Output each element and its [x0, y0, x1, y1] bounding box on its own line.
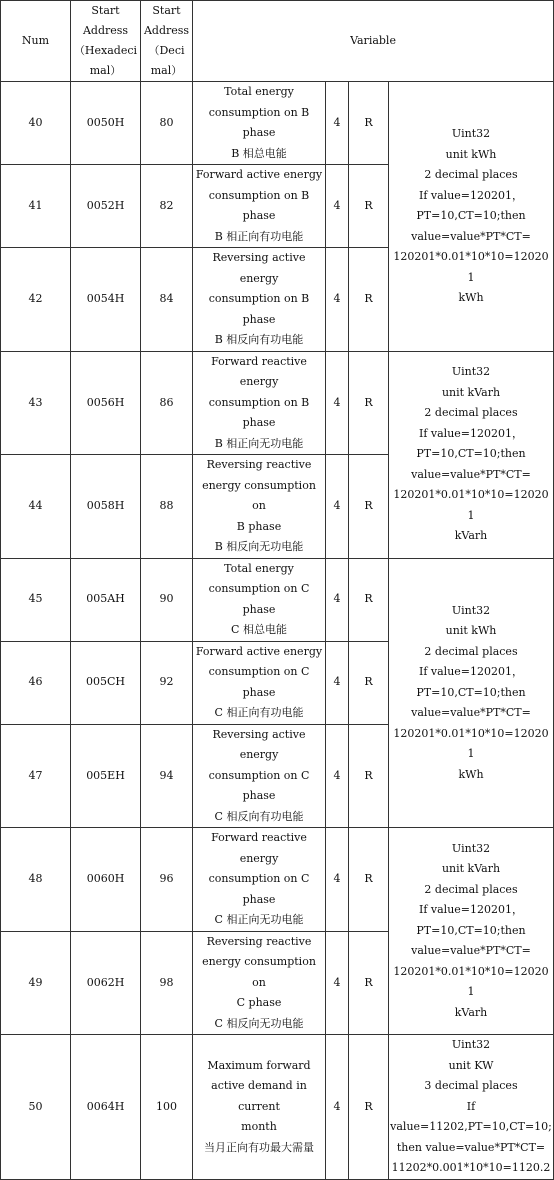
note-line: Uint32	[451, 603, 491, 617]
row-hex: 005CH	[71, 641, 141, 724]
desc-line: Reversing reactive	[206, 934, 312, 948]
row-description	[193, 724, 326, 828]
note-line: unit kWh	[445, 624, 497, 637]
header-hex-line: mal）	[89, 64, 122, 77]
row-hex: 005AH	[71, 558, 141, 641]
note-line: 2 decimal places	[424, 644, 518, 658]
desc-line: Maximum forward	[207, 1058, 311, 1072]
row-description	[193, 1035, 326, 1180]
table-row	[1, 828, 554, 932]
row-dec: 84	[141, 248, 193, 352]
note-line: unit KW	[448, 1058, 494, 1072]
desc-line: Forward active energy	[195, 644, 323, 658]
row-num: 48	[1, 828, 71, 932]
header-hex-line: Address	[82, 24, 129, 37]
note-line: unit kVarh	[441, 862, 501, 876]
row-description	[193, 641, 326, 724]
row-num: 49	[1, 931, 71, 1035]
note-line: 120201*0.01*10*10=120201	[393, 488, 549, 522]
row-num: 47	[1, 724, 71, 828]
desc-line: Forward reactive energy	[211, 354, 307, 388]
row-length: 4	[326, 248, 349, 352]
note-line: 11202*0.001*10*10=1120.2	[391, 1161, 551, 1174]
note-line: kVarh	[454, 1005, 488, 1019]
desc-line: Forward reactive energy	[211, 831, 307, 865]
header-dec-line: mal）	[150, 64, 183, 77]
row-access: R	[349, 641, 389, 724]
note-line: then value=value*PT*CT=	[396, 1140, 546, 1154]
header-row	[1, 1, 554, 82]
table-row	[1, 558, 554, 641]
row-length: 4	[326, 1035, 349, 1180]
header-dec-line: （Deci	[148, 44, 185, 57]
desc-line: Total energy	[224, 561, 294, 575]
note-line: value=value*PT*CT=	[411, 467, 531, 481]
row-hex: 0060H	[71, 828, 141, 932]
row-description	[193, 82, 326, 165]
row-hex: 0054H	[71, 248, 141, 352]
note-line: 120201*0.01*10*10=120201	[393, 250, 549, 284]
note-line: If value=120201，	[419, 665, 524, 678]
note-line: unit kWh	[445, 147, 497, 161]
desc-line: C 相反向无功电能	[214, 1016, 304, 1030]
table-row	[1, 1035, 554, 1180]
row-num: 43	[1, 351, 71, 455]
row-length: 4	[326, 724, 349, 828]
note-line: 2 decimal places	[424, 406, 518, 420]
row-hex: 0064H	[71, 1035, 141, 1180]
note-line: Uint32	[451, 127, 491, 140]
desc-line: B 相总电能	[231, 146, 287, 160]
desc-line: active demand in current	[211, 1079, 307, 1113]
row-hex: 0052H	[71, 165, 141, 248]
row-access: R	[349, 724, 389, 828]
note-cell	[389, 1035, 554, 1180]
desc-line: consumption on B phase	[208, 292, 310, 326]
row-access: R	[349, 931, 389, 1035]
row-num: 46	[1, 641, 71, 724]
row-length: 4	[326, 641, 349, 724]
row-hex: 0050H	[71, 82, 141, 165]
desc-line: 当月正向有功最大需量	[204, 1140, 314, 1154]
note-line: If value=11202,PT=10,CT=10;	[390, 1099, 552, 1133]
row-hex: 005EH	[71, 724, 141, 828]
note-line: Uint32	[451, 1038, 491, 1051]
row-access: R	[349, 1035, 389, 1180]
header-dec-line: Start	[152, 4, 181, 17]
row-description	[193, 455, 326, 559]
row-description	[193, 931, 326, 1035]
note-line: Uint32	[451, 841, 491, 855]
header-num: Num	[1, 1, 71, 82]
header-variable: Variable	[193, 1, 554, 82]
row-dec: 92	[141, 641, 193, 724]
note-line: PT=10,CT=10;then	[416, 447, 526, 461]
note-line: kWh	[458, 291, 484, 304]
row-hex: 0056H	[71, 351, 141, 455]
desc-line: Forward active energy	[195, 168, 323, 181]
row-dec: 88	[141, 455, 193, 559]
desc-line: consumption on B phase	[208, 105, 310, 139]
row-dec: 96	[141, 828, 193, 932]
desc-line: B 相反向无功电能	[214, 540, 304, 553]
note-line: value=value*PT*CT=	[411, 706, 531, 719]
note-line: If value=120201，	[419, 426, 524, 440]
row-num: 42	[1, 248, 71, 352]
desc-line: energy consumption on	[202, 478, 316, 512]
desc-line: B 相正向无功电能	[214, 436, 304, 450]
row-num: 45	[1, 558, 71, 641]
desc-line: consumption on B phase	[208, 188, 310, 222]
header-hex-address	[71, 1, 141, 82]
note-cell	[389, 351, 554, 558]
note-cell	[389, 82, 554, 352]
desc-line: Reversing reactive	[206, 458, 312, 471]
row-dec: 100	[141, 1035, 193, 1180]
note-line: If value=120201，	[419, 903, 524, 917]
note-line: value=value*PT*CT=	[411, 944, 531, 958]
header-dec-line: Address	[143, 24, 190, 37]
row-access: R	[349, 248, 389, 352]
row-hex: 0062H	[71, 931, 141, 1035]
desc-line: consumption on C phase	[208, 665, 310, 699]
row-description	[193, 828, 326, 932]
row-length: 4	[326, 828, 349, 932]
note-line: Uint32	[451, 365, 491, 379]
row-num: 50	[1, 1035, 71, 1180]
header-dec-address	[141, 1, 193, 82]
row-dec: 98	[141, 931, 193, 1035]
desc-line: Total energy	[224, 85, 294, 98]
note-line: 120201*0.01*10*10=120201	[393, 964, 549, 999]
row-dec: 86	[141, 351, 193, 455]
desc-line: C 相正向有功电能	[214, 706, 304, 719]
row-dec: 90	[141, 558, 193, 641]
row-num: 44	[1, 455, 71, 559]
row-length: 4	[326, 931, 349, 1035]
row-access: R	[349, 351, 389, 455]
note-line: PT=10,CT=10;then	[416, 209, 526, 222]
desc-line: B phase	[236, 519, 282, 533]
note-line: PT=10,CT=10;then	[416, 685, 526, 699]
desc-line: C 相正向无功电能	[214, 913, 304, 926]
row-access: R	[349, 828, 389, 932]
row-length: 4	[326, 82, 349, 165]
row-access: R	[349, 82, 389, 165]
row-dec: 94	[141, 724, 193, 828]
row-description	[193, 248, 326, 352]
row-access: R	[349, 455, 389, 559]
header-hex-line: （Hexadeci	[73, 44, 138, 57]
row-length: 4	[326, 558, 349, 641]
row-dec: 80	[141, 82, 193, 165]
row-description	[193, 558, 326, 641]
desc-line: consumption on C phase	[208, 768, 310, 802]
desc-line: consumption on C phase	[208, 582, 310, 616]
desc-line: consumption on C phase	[208, 872, 310, 906]
note-cell	[389, 828, 554, 1035]
note-line: value=value*PT*CT=	[411, 229, 531, 243]
row-length: 4	[326, 165, 349, 248]
desc-line: C 相总电能	[231, 623, 287, 636]
note-line: 2 decimal places	[424, 882, 518, 896]
row-length: 4	[326, 351, 349, 455]
desc-line: consumption on B phase	[208, 395, 310, 429]
row-access: R	[349, 558, 389, 641]
desc-line: Reversing active energy	[212, 251, 306, 285]
desc-line: month	[241, 1120, 277, 1133]
desc-line: B 相反向有功电能	[214, 333, 304, 346]
row-length: 4	[326, 455, 349, 559]
note-cell	[389, 558, 554, 828]
row-access: R	[349, 165, 389, 248]
header-hex-line: Start	[91, 4, 120, 17]
note-line: PT=10,CT=10;then	[416, 923, 526, 937]
note-line: 120201*0.01*10*10=120201	[393, 726, 549, 760]
note-line: kWh	[458, 767, 484, 781]
table-row	[1, 351, 554, 455]
row-num: 41	[1, 165, 71, 248]
row-description	[193, 165, 326, 248]
note-line: unit kVarh	[441, 385, 501, 399]
note-line: If value=120201，	[419, 188, 524, 202]
desc-line: energy consumption on	[202, 955, 316, 989]
desc-line: C phase	[236, 996, 282, 1009]
note-line: kVarh	[454, 529, 488, 543]
row-num: 40	[1, 82, 71, 165]
table-row	[1, 82, 554, 165]
note-line: 2 decimal places	[424, 168, 518, 181]
desc-line: B 相正向有功电能	[214, 229, 304, 243]
desc-line: C 相反向有功电能	[214, 809, 304, 823]
desc-line: Reversing active energy	[212, 727, 306, 761]
row-description	[193, 351, 326, 455]
note-line: 3 decimal places	[424, 1079, 518, 1092]
row-dec: 82	[141, 165, 193, 248]
row-hex: 0058H	[71, 455, 141, 559]
